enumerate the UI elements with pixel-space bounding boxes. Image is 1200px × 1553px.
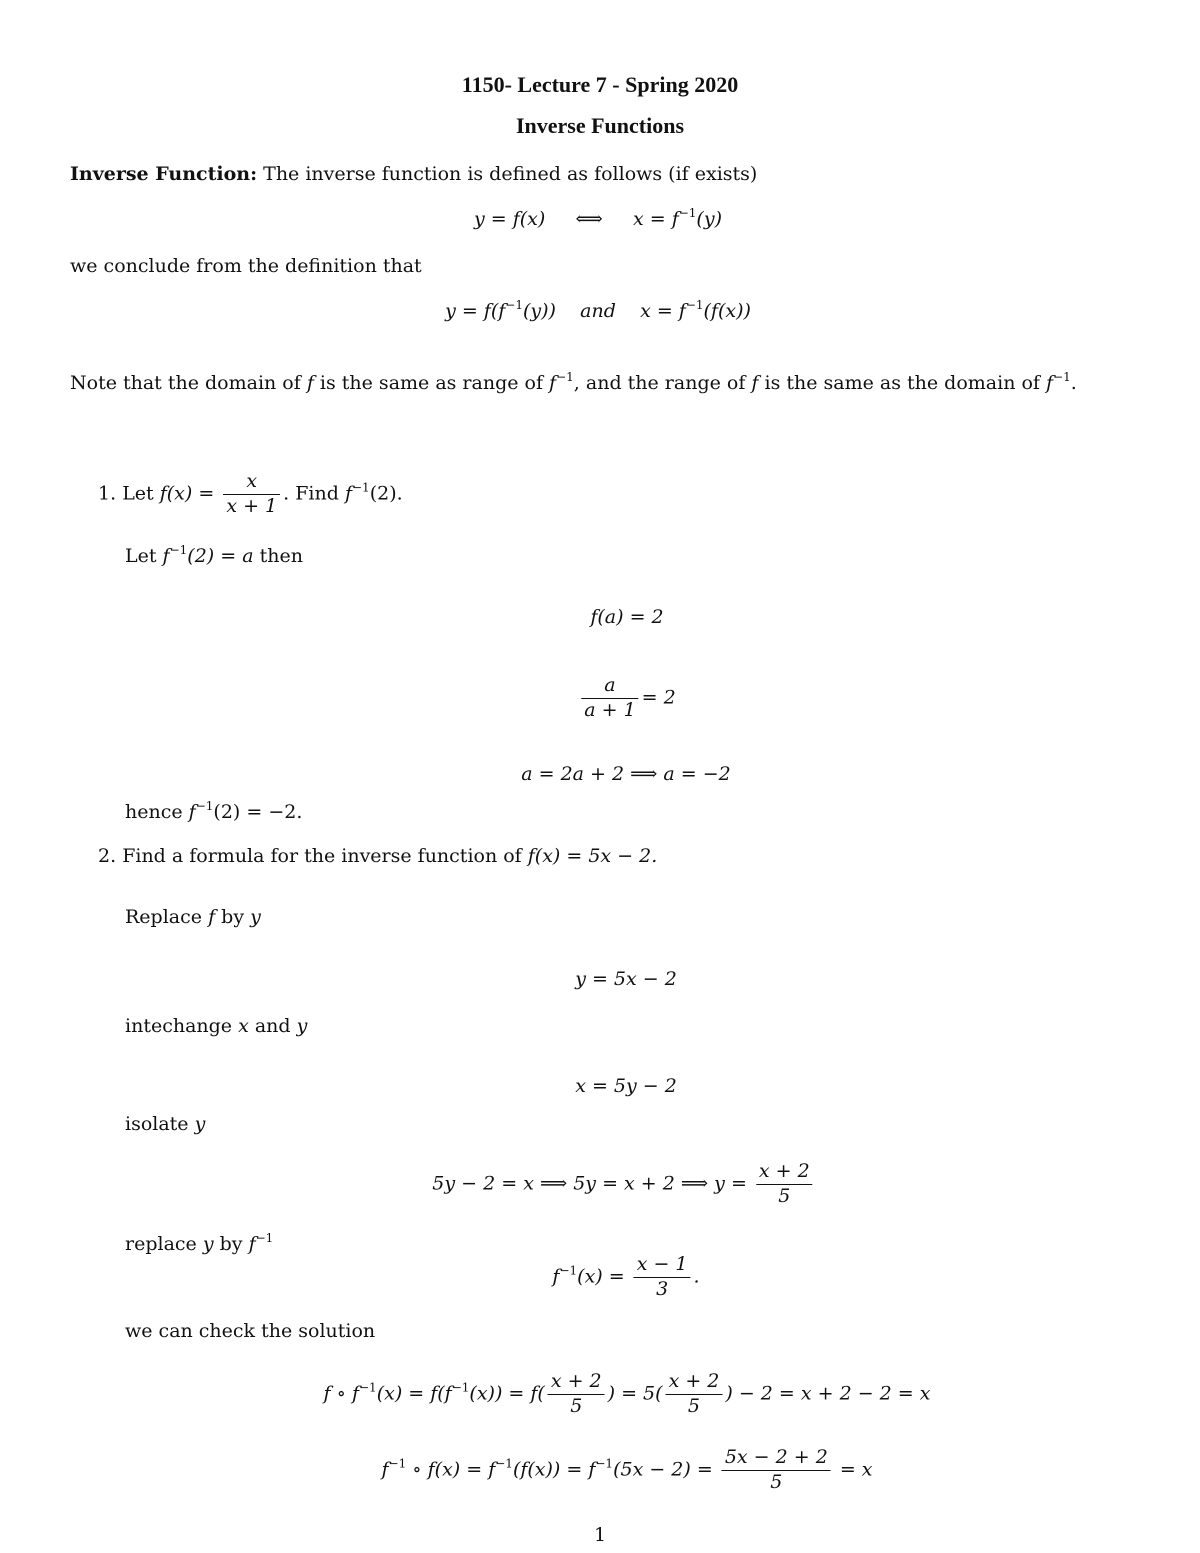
comp-sup1: −1 [505, 298, 523, 312]
page-title: 1150- Lecture 7 - Spring 2020 [461, 72, 739, 97]
equiv-left: y = f(x) [474, 208, 546, 230]
eq4-sup: −1 [559, 1263, 578, 1278]
problem-1-step [125, 545, 303, 567]
comp-sup2: −1 [685, 298, 704, 312]
equiv-right-b: (y) [696, 208, 722, 230]
c2-sup3: −1 [595, 1456, 614, 1471]
hence-b: (2) = −2. [213, 801, 303, 823]
fraction-numerator: x [223, 470, 280, 495]
equiv-right-sup: −1 [678, 206, 697, 220]
c1-a: f ∘ f [323, 1382, 359, 1405]
replace2-by: by [219, 1233, 243, 1255]
isolate-y: y [194, 1113, 206, 1135]
replace-text: Replace [125, 906, 203, 928]
c1-sup2: −1 [451, 1380, 470, 1395]
step-let: Let [125, 545, 157, 567]
eq3-lhs: 5y − 2 = x ⟹ 5y = x + 2 ⟹ y = [432, 1172, 747, 1195]
isolate-text: isolate [125, 1113, 189, 1135]
problem-1-let: Let [122, 482, 154, 505]
c2-e: = x [839, 1458, 873, 1481]
c2-d: (5x − 2) = [613, 1458, 713, 1481]
problem-1-eq2 [578, 674, 675, 723]
comp-a: y = f(f [445, 300, 506, 322]
c1-fraction-2 [666, 1370, 723, 1419]
eq3-denominator: 5 [778, 1184, 791, 1207]
note-d: is the same as the domain of [758, 372, 1046, 394]
c1-denominator-1: 5 [570, 1394, 583, 1417]
composition-equation [445, 300, 751, 322]
eq2-numerator: a [581, 674, 638, 699]
fraction-denominator: x + 1 [226, 494, 278, 517]
problem-1-statement [98, 470, 403, 519]
note-a: Note that the domain of [70, 372, 307, 394]
step-sup: −1 [169, 543, 188, 557]
note-f2: f [549, 372, 557, 394]
c2-b: ∘ f(x) = f [412, 1458, 496, 1481]
hence-f: f [188, 801, 196, 823]
c1-numerator-2: x + 2 [666, 1370, 723, 1395]
check-equation-1 [324, 1370, 931, 1419]
definition-label: Inverse Function: [70, 163, 258, 185]
interchange-text: intechange [125, 1015, 233, 1037]
step-f: f [162, 545, 170, 567]
c1-d: ) = 5( [607, 1382, 663, 1405]
c2-numerator: 5x − 2 + 2 [722, 1446, 831, 1471]
eq4-end: . [693, 1265, 700, 1288]
c1-c: (x)) = f( [469, 1382, 545, 1405]
c1-numerator-1: x + 2 [548, 1370, 605, 1395]
definition-line [70, 163, 757, 185]
problem-1-conclusion [125, 801, 302, 823]
step-then: then [259, 545, 303, 567]
eq4-fraction [634, 1253, 691, 1302]
note-f1: f [306, 372, 314, 394]
replace2-y: y [202, 1233, 214, 1255]
c1-sup1: −1 [358, 1380, 377, 1395]
eq4-denominator: 3 [656, 1277, 669, 1300]
definition-text: The inverse function is defined as follows (if exists) [263, 163, 758, 185]
comp-and: and [580, 300, 616, 322]
comp-d: (f(x)) [703, 300, 751, 322]
replace-step [125, 906, 261, 928]
problem-2-function: f(x) = 5x − 2. [527, 845, 658, 867]
note-f3: f [751, 372, 759, 394]
note-f4: f [1045, 372, 1054, 394]
eq2-rhs: = 2 [641, 686, 676, 709]
c1-denominator-2: 5 [687, 1394, 701, 1417]
interchange-and: and [254, 1015, 291, 1037]
c2-a: f [381, 1458, 389, 1481]
comp-b: (y)) [523, 300, 556, 322]
c1-e: ) − 2 = x + 2 − 2 = x [725, 1382, 931, 1405]
conclude-text: we conclude from the definition that [70, 255, 422, 277]
hence-sup: −1 [195, 799, 214, 813]
c2-sup2: −1 [495, 1456, 513, 1471]
domain-range-note [70, 372, 1077, 394]
note-c: , and the range of [573, 372, 752, 394]
problem-1-eq3: a = 2a + 2 ⟹ a = −2 [521, 763, 731, 785]
replace2-text: replace [125, 1233, 197, 1255]
replace-by: by [221, 906, 245, 928]
isolate-step [125, 1113, 205, 1135]
eq3-numerator: x + 2 [756, 1160, 813, 1185]
c2-denominator: 5 [770, 1470, 783, 1493]
equivalence-equation [474, 208, 722, 230]
eq4-b: (x) = [577, 1265, 625, 1288]
c1-fraction-1 [548, 1370, 605, 1419]
equiv-symbol: ⟺ [575, 208, 603, 230]
problem-1-find-sup: −1 [351, 480, 370, 495]
eq2-denominator: a + 1 [584, 698, 636, 721]
replace2-sup: −1 [255, 1231, 274, 1245]
interchange-step [125, 1015, 307, 1037]
hence-text: hence [125, 801, 183, 823]
replace-f: f [208, 906, 216, 928]
interchange-x: x [238, 1015, 249, 1037]
c2-sup1: −1 [388, 1456, 407, 1471]
page-number: 1 [593, 1524, 607, 1546]
problem-2-eq4 [552, 1253, 699, 1302]
equiv-right-a: x = f [632, 208, 679, 230]
problem-1-eq1: f(a) = 2 [590, 606, 664, 628]
step-b: (2) = a [187, 545, 254, 567]
problem-2-eq3 [432, 1160, 815, 1209]
problem-1-number: 1. [98, 482, 117, 505]
eq4-f: f [552, 1265, 560, 1288]
c2-c: (f(x)) = f [512, 1458, 596, 1481]
problem-1-find-b: (2). [369, 482, 403, 505]
problem-1-fx: f(x) = [159, 482, 215, 505]
replace2-f: f [248, 1233, 256, 1255]
problem-2-intro: Find a formula for the inverse function of [122, 845, 522, 867]
eq2-fraction [581, 674, 638, 723]
eq4-numerator: x − 1 [634, 1253, 691, 1278]
check-equation-2 [381, 1446, 872, 1495]
problem-2-number: 2. [98, 845, 117, 867]
interchange-y: y [296, 1015, 308, 1037]
problem-2-eq2: x = 5y − 2 [575, 1075, 677, 1097]
replace-y: y [250, 906, 261, 928]
check-text: we can check the solution [125, 1320, 376, 1342]
problem-1-find: . Find [283, 482, 339, 505]
note-sup2: −1 [1053, 370, 1071, 384]
note-b: is the same as range of [313, 372, 550, 394]
page-subtitle: Inverse Functions [515, 113, 685, 138]
c1-b: (x) = f(f [376, 1382, 452, 1405]
problem-2-eq1: y = 5x − 2 [575, 968, 677, 990]
problem-2-statement [98, 845, 657, 867]
note-e: . [1070, 372, 1077, 394]
replace-inverse-step [125, 1233, 273, 1255]
problem-1-fraction [223, 470, 280, 519]
eq3-fraction [756, 1160, 813, 1209]
c2-fraction [722, 1446, 831, 1495]
problem-1-find-f: f [344, 482, 352, 505]
comp-c: x = f [640, 300, 686, 322]
note-sup1: −1 [556, 370, 574, 384]
